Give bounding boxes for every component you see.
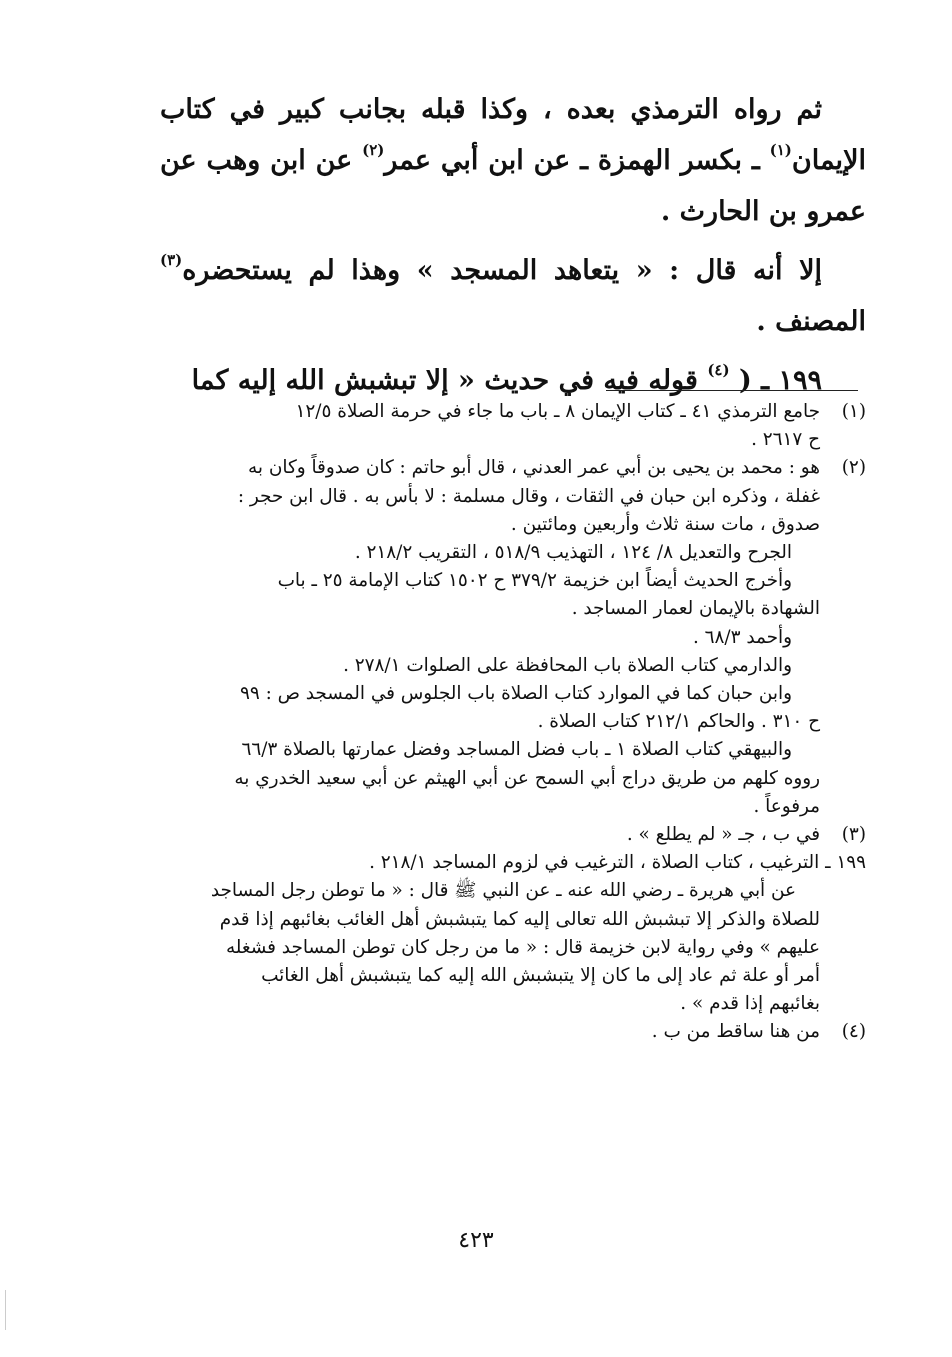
footnote-2-line-4: الجرح والتعديل ٨/ ١٢٤ ، التهذيب ٥١٨/٩ ، التقريب ٢١٨/٢ . [354, 542, 792, 564]
footnote-2-line-5: وأخرج الحديث أيضاً ابن خزيمة ٣٧٩/٢ ح ١٥٠٢ كتاب الإمامة ٢٥ ـ باب [277, 570, 792, 592]
footnote-1 [160, 398, 866, 454]
footnote-2-body [160, 454, 820, 821]
footnote-2-line-1: هو : محمد بن يحيى بن أبي عمر العدني ، قال أبو حاتم : كان صدوقاً وكان به [248, 457, 820, 479]
paragraph-3-part-a: ١٩٩ ـ ( [729, 365, 822, 396]
paragraph-2-line-2: المصنف . [756, 306, 866, 337]
footnote-1-line-2: ح ٢٦١٧ . [751, 429, 820, 451]
footnote-ref-4: (٤) [707, 361, 730, 379]
footnote-2 [160, 454, 866, 821]
footnote-4-line-1: من هنا ساقط من ب . [651, 1021, 820, 1043]
footnote-199-line-1: ١٩٩ ـ الترغيب ، كتاب الصلاة ، الترغيب في لزوم المساجد ٢١٨/١ . [369, 852, 866, 874]
footnote-199-line-3: للصلاة والذكر إلا تبشبش الله تعالى إليه كما يتبشبش أهل الغائب بغائبهم إذا قدم [219, 908, 820, 930]
footnote-3-number: (٣) [841, 824, 866, 846]
footnote-199 [160, 849, 866, 1018]
footnote-2-line-12: رووه كلهم من طريق دراج أبي السمح عن أبي الهيثم عن أبي سعيد الخدري به [234, 767, 820, 789]
paragraph-1-line-2-part-b: ـ بكسر الهمزة ـ عن ابن أبي عمر [384, 145, 770, 176]
footnote-2-line-6: الشهادة بالإيمان لعمار المساجد . [571, 598, 820, 620]
footnote-199-line-5: أمر أو علة ثم عاد إلى ما كان إلا يتبشبش الله إليه كما يتبشبش أهل الغائب [261, 965, 820, 987]
footnote-4-number: (٤) [841, 1021, 866, 1043]
footnote-2-line-9: وابن حبان كما في الموارد كتاب الصلاة باب الجلوس في المسجد ص : ٩٩ [239, 683, 792, 705]
footnote-ref-3: (٣) [160, 251, 183, 269]
footnote-3-line-1: في ب ، جـ « لم يطلع » . [626, 824, 820, 846]
footnote-3-body [160, 821, 820, 849]
footnote-2-line-10: ح ٣١٠ . والحاكم ٢١٢/١ كتاب الصلاة . [537, 711, 820, 733]
page-number: ٤٢٣ [458, 1228, 494, 1253]
paragraph-1-line-2-part-c: عن ابن وهب عن [160, 145, 363, 176]
footnote-199-line-4: عليهم » وفي رواية لابن خزيمة قال : « ما من رجل كان توطن المساجد فشغله [225, 936, 820, 958]
footnote-4 [160, 1018, 866, 1046]
scan-edge-mark [5, 1290, 6, 1330]
footnote-199-body [160, 877, 866, 1018]
footnote-4-body [160, 1018, 820, 1046]
paragraph-2 [160, 245, 866, 347]
paragraph-1 [160, 84, 866, 237]
footnotes-section [160, 398, 866, 1047]
footnote-ref-2: (٢) [362, 141, 385, 159]
paragraph-2-line-1: إلا أنه قال : « يتعاهد المسجد » وهذا لم يستحضره [182, 255, 822, 286]
footnote-ref-1: (١) [769, 141, 792, 159]
footnote-2-number: (٢) [841, 457, 866, 479]
paragraph-1-line-3: عمرو بن الحارث . [660, 196, 866, 227]
footnote-199-line-2: عن أبي هريرة ـ رضي الله عنه ـ عن النبي ﷺ قال : « ما توطن رجل المساجد [210, 880, 796, 902]
footnote-2-line-8: والدارمي كتاب الصلاة باب المحافظة على الصلوات ٢٧٨/١ . [343, 654, 792, 676]
footnote-3 [160, 821, 866, 849]
footnote-2-line-7: وأحمد ٦٨/٣ . [692, 626, 792, 648]
footnote-1-body [160, 398, 820, 454]
footnote-199-line-6: بغائبهم إذا قدم » . [680, 993, 820, 1015]
footnote-separator-rule [606, 390, 858, 391]
footnote-1-line-1: جامع الترمذي ٤١ ـ كتاب الإيمان ٨ ـ باب ما جاء في حرمة الصلاة ١٢/٥ [295, 401, 820, 422]
paragraph-3-part-b: قوله فيه في حديث « إلا تبشبش الله إليه كما [191, 365, 708, 396]
footnote-1-number: (١) [841, 401, 866, 422]
paragraph-1-line-1: ثم رواه الترمذي بعده ، وكذا قبله بجانب كبير في كتاب [160, 94, 822, 125]
footnote-2-line-13: مرفوعاً . [753, 795, 820, 817]
main-text [160, 84, 866, 406]
footnote-2-line-3: صدوق ، مات سنة ثلاث وأربعين ومائتين . [510, 513, 820, 535]
footnote-2-line-2: غفلة ، وذكره ابن حبان في الثقات ، وقال مسلمة : لا بأس به . قال ابن حجر : [237, 485, 820, 507]
paragraph-1-line-2-part-a: الإيمان [791, 145, 866, 176]
footnote-2-line-11: والبيهقي كتاب الصلاة ١ ـ باب فضل المساجد وفضل عمارتها بالصلاة ٦٦/٣ [241, 739, 792, 761]
